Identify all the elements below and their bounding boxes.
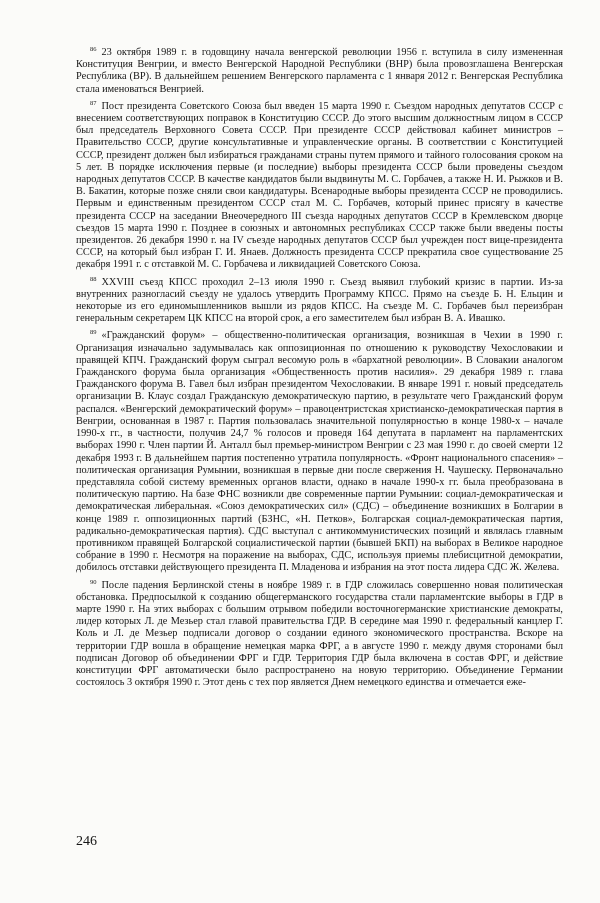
- footnote-text: «Гражданский форум» – общественно-политическая организация, возникшая в Чехии в 1990 г. Организация изначально задумывалась как оппозиционная по отношению к руководству Чехословакии и правящей КПЧ. Гражданский форум сыграл весомую роль в «бархатной революции». В Словакии аналогом Гражданского форума была организация «Общественность против насилия». 29 декабря 1989 г. глава Гражданского форума В. Гавел был избран президентом Чехословакии. В январе 1991 г. новый председатель организации В. Клаус создал Гражданскую демократическую партию, в результате чего Гражданский форум распался. «Венгерский демократический форум» – правоцентристская христианско-демократическая партия в Венгрии, основанная в 1987 г. Партия пользовалась значительной популярностью в конце 1980-х – начале 1990-х гг., в частности, получив 24,7 % голосов и проведя 164 депутата в парламент на парламентских выборах 1990 г. Член партии Й. Анталл был премьер-министром Венгрии с 23 мая 1990 г. до своей смерти 12 декабря 1993 г. В дальнейшем партия постепенно утратила популярность. «Фронт национального спасения» – политическая организация Румынии, возникшая в первые дни после свержения Н. Чаушеску. Первоначально представляла собой систему временных органов власти, однако в начале 1990-х гг. была преобразована в политическую партию. На базе ФНС возникли две современные партии Румынии: социал-демократическая и демократическая либеральная. «Союз демократических сил» (СДС) – объединение возникших в Болгарии в конце 1989 г. оппозиционных партий (БЗНС, «Н. Петков», Болгарская социал-демократическая партия, радикально-демократическая партия). СДС выступал с антикоммунистических позиций и являлась главным противником правящей Болгарской социалистической партии (бывшей БКП) на выборах в Великое народное собрание в 1990 г. Несмотря на поражение на выборах, СДС, используя приемы плебисцитной демократии, добилось отставки действующего президента П. Младенова и избрания на этот поста лидера СДС Ж. Желева.: [76, 330, 563, 574]
- footnote-number: 87: [90, 99, 97, 107]
- footnote-number: 89: [90, 329, 97, 337]
- footnote-86: [76, 47, 563, 96]
- footnote-number: 88: [90, 275, 97, 283]
- footnote-88: [76, 277, 563, 326]
- footnote-90: [76, 580, 563, 690]
- footnote-text: 23 октября 1989 г. в годовщину начала венгерской революции 1956 г. вступила в силу измененная Конституция Венгрии, и вместо Венгерской Народной Республики (ВНР) была провозглашена Венгерская Республика (ВР). В дальнейшем решением Венгерского парламента с 1 января 2012 г. Венгерская Республика стала именоваться Венгрией.: [76, 47, 563, 95]
- page-number: 246: [76, 834, 97, 849]
- footnote-text: После падения Берлинской стены в ноябре 1989 г. в ГДР сложилась совершенно новая политическая обстановка. Предпосылкой к созданию общегерманского государства стали парламентские выборы в ГДР в марте 1990 г. На этих выборах с большим отрывом победили восточногерманские христианские демократы, лидер которых Л. де Мезьер стал главой правительства ГДР. В середине мая 1990 г. федеральный канцлер Г. Коль и Л. де Мезьер подписали договор о создании единого экономического пространства. Вскоре на территории ГДР вошла в обращение немецкая марка ФРГ, а в августе 1990 г. между двумя сторонами был подписан Договор об объединении ФРГ и ГДР. Территория ГДР была включена в состав ФРГ, и действие конституции ФРГ автоматически было распространено на новую территорию. Объединение Германии состоялось 3 октября 1990 г. Этот день с тех пор является Днем немецкого единства и отмечается еже-: [76, 579, 563, 689]
- footnote-text: Пост президента Советского Союза был введен 15 марта 1990 г. Съездом народных депутатов СССР с внесением соответствующих поправок в Конституцию СССР. До этого высшим должностным лицом в СССР был председатель Верховного Совета СССР. При президенте СССР действовал кабинет министров – Правительство СССР, другие консультативные и управленческие органы. В соответствии с Конституцией СССР, президент должен был избираться гражданами страны путем прямого и тайного голосования сроком на 5 лет. В порядке исключения первые (и последние) выборы президента СССР были проведены съездом народных депутатов СССР. В качестве кандидатов были выдвинуты М. С. Горбачев, а также Н. И. Рыжков и В. В. Бакатин, которые позже сняли свои кандидатуры. Всенародные выборы президента СССР не проводились. Первым и единственным президентом СССР стал М. С. Горбачев, который принес присягу в качестве президента СССР на заседании Внеочередного III съезда народных депутатов СССР в Кремлевском дворце съездов 15 марта 1990 г. Позднее в союзных и автономных республиках СССР также были введены посты президентов. 26 декабря 1990 г. на IV съезде народных депутатов СССР был учрежден пост вице-президента СССР, на который был избран Г. И. Янаев. Должность президента СССР прекратила свое существование 25 декабря 1991 г. с отставкой М. С. Горбачева и ликвидацией Советского Союза.: [76, 100, 563, 271]
- footnote-text: XXVIII съезд КПСС проходил 2–13 июля 1990 г. Съезд выявил глубокий кризис в партии. Из-за внутренних разногласий съезду не удалось утвердить Программу КПСС. Прямо на съезде Б. Н. Ельцин и некоторые из его единомышленников вышли из рядов КПСС. На съезде М. С. Горбачев был переизбран генеральным секретарем ЦК КПСС на второй срок, а его заместителем был избран В. А. Ивашко.: [76, 276, 563, 325]
- footnotes-block: [76, 47, 563, 694]
- footnote-number: 90: [90, 578, 97, 586]
- footnote-number: 86: [90, 46, 97, 53]
- footnote-87: [76, 101, 563, 272]
- footnote-89: [76, 330, 563, 574]
